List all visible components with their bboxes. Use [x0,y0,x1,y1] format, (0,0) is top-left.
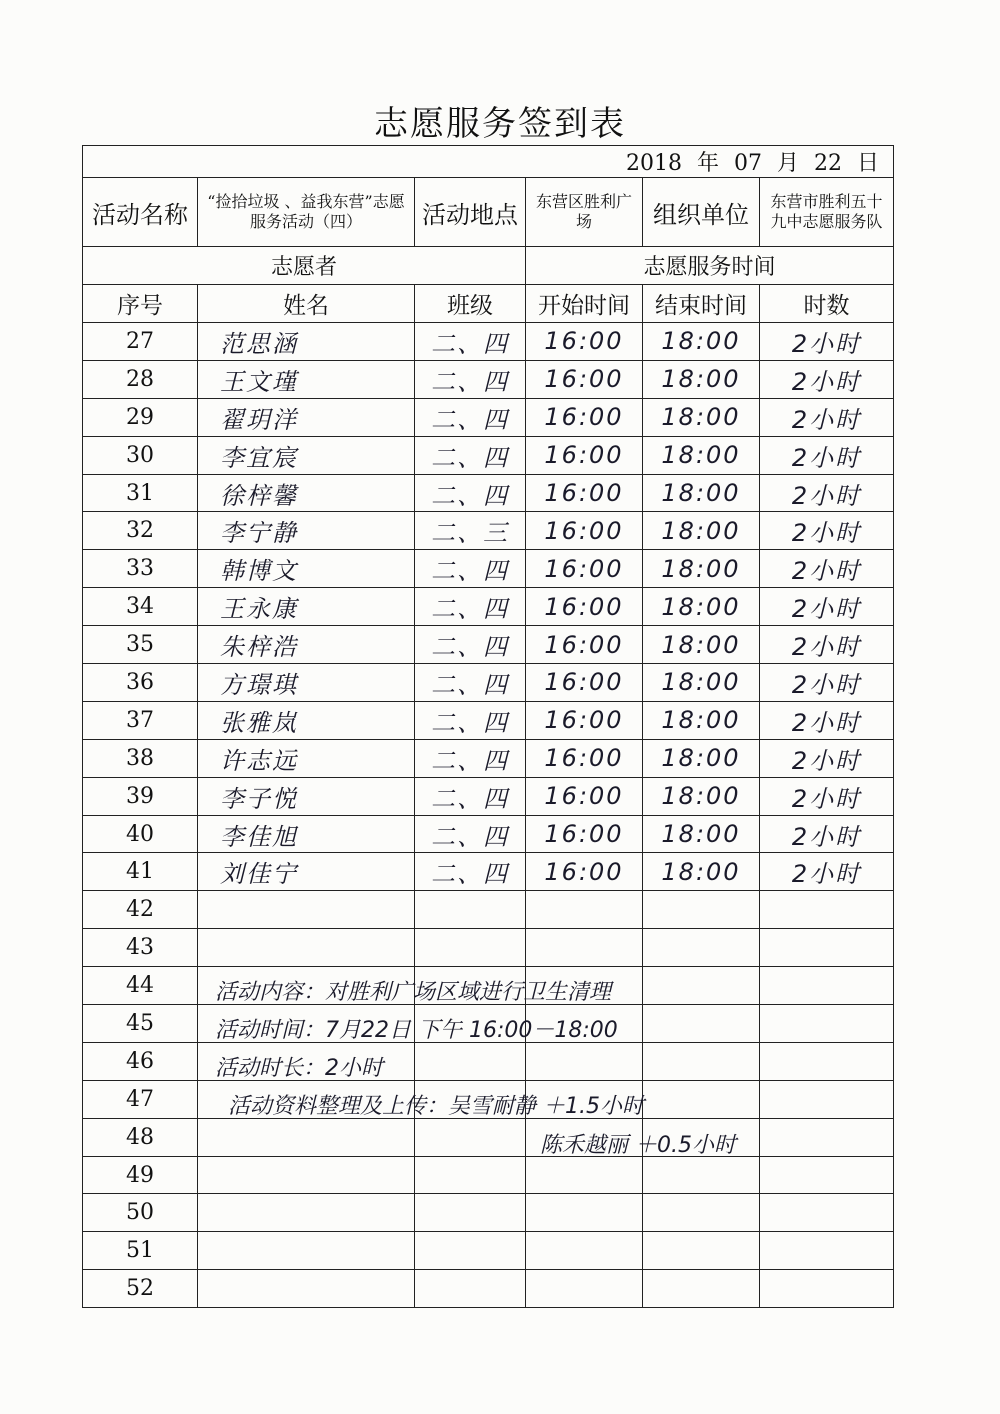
cell-no: 47 [83,1080,198,1118]
table-row [83,360,894,398]
date-month: 07 [734,151,763,176]
cell-start: 16:00 [526,550,643,588]
cell-hours: 2小时 [760,739,894,777]
table-row [83,777,894,815]
cell-hours: 2小时 [760,436,894,474]
cell-name: 范思涵 [198,323,415,361]
cell-class: 二、四 [415,360,526,398]
table-row [83,1194,894,1232]
cell-class [415,891,526,929]
cell-start: 16:00 [526,664,643,702]
cell-end [643,929,760,967]
cell-end: 18:00 [643,550,760,588]
service-time-section-header: 志愿服务时间 [526,247,894,285]
cell-name: 许志远 [198,739,415,777]
cell-end: 18:00 [643,436,760,474]
cell-name: 王文瑾 [198,360,415,398]
cell-hours: 2小时 [760,512,894,550]
cell-hours: 2小时 [760,398,894,436]
table-row [83,588,894,626]
cell-end [643,1005,760,1043]
cell-class [415,1118,526,1156]
cell-name: 王永康 [198,588,415,626]
activity-name: “捡拾垃圾 、益我东营”志愿服务活动（四） [198,178,415,247]
column-header-start: 开始时间 [526,285,643,323]
cell-hours [760,1232,894,1270]
cell-class [415,1270,526,1308]
cell-hours [760,929,894,967]
cell-end: 18:00 [643,777,760,815]
table-row [83,929,894,967]
table-row [83,1232,894,1270]
cell-end: 18:00 [643,664,760,702]
cell-class: 二、四 [415,664,526,702]
date-cell [83,146,894,178]
column-header-class: 班级 [415,285,526,323]
cell-name: 翟玥洋 [198,398,415,436]
signin-table [82,145,894,1308]
cell-hours [760,1118,894,1156]
cell-class: 二、四 [415,815,526,853]
cell-class [415,1156,526,1194]
cell-class: 二、四 [415,853,526,891]
table-row [83,664,894,702]
table-row [83,626,894,664]
cell-name [198,1194,415,1232]
cell-no: 52 [83,1270,198,1308]
cell-end: 18:00 [643,853,760,891]
cell-class: 二、四 [415,777,526,815]
cell-hours [760,1194,894,1232]
cell-no: 51 [83,1232,198,1270]
page-title: 志愿服务签到表 [374,104,626,144]
table-row [83,550,894,588]
cell-name: 张雅岚 [198,701,415,739]
cell-class: 二、四 [415,739,526,777]
cell-start: 16:00 [526,588,643,626]
cell-class: 二、四 [415,550,526,588]
cell-no: 30 [83,436,198,474]
cell-start: 16:00 [526,626,643,664]
cell-no: 29 [83,398,198,436]
cell-no: 35 [83,626,198,664]
column-header-name: 姓名 [198,285,415,323]
cell-hours: 2小时 [760,664,894,702]
cell-hours: 2小时 [760,588,894,626]
cell-end [643,1042,760,1080]
cell-name: 李佳旭 [198,815,415,853]
table-row [83,323,894,361]
volunteer-section-header: 志愿者 [83,247,526,285]
column-header-end: 结束时间 [643,285,760,323]
cell-no: 44 [83,967,198,1005]
location: 东营区胜利广场 [526,178,643,247]
date-day-unit: 日 [857,151,880,176]
cell-end: 18:00 [643,512,760,550]
note-activity-time: 活动时间：7月22日 下午 16:00－18:00 [215,1018,618,1043]
cell-name: 朱梓浩 [198,626,415,664]
table-row [83,512,894,550]
note-activity-content: 活动内容：对胜利广场区域进行卫生清理 [215,980,612,1005]
note-materials-2: 陈禾越丽 ＋0.5小时 [540,1133,736,1158]
cell-end: 18:00 [643,815,760,853]
cell-name [198,1156,415,1194]
cell-start: 16:00 [526,777,643,815]
cell-hours [760,1080,894,1118]
cell-start [526,1156,643,1194]
cell-no: 37 [83,701,198,739]
column-header-hours: 时数 [760,285,894,323]
cell-hours [760,967,894,1005]
cell-name: 李子悦 [198,777,415,815]
cell-class [415,1042,526,1080]
cell-hours: 2小时 [760,777,894,815]
cell-no: 31 [83,474,198,512]
table-row [83,436,894,474]
cell-no: 32 [83,512,198,550]
cell-end [643,1232,760,1270]
cell-class: 二、四 [415,323,526,361]
table-row [83,398,894,436]
location-label: 活动地点 [415,178,526,247]
table-row [83,1118,894,1156]
cell-no: 27 [83,323,198,361]
cell-end [643,891,760,929]
date-day: 22 [814,151,843,176]
cell-hours: 2小时 [760,323,894,361]
table-row [83,701,894,739]
date-month-unit: 月 [777,151,800,176]
cell-class [415,1194,526,1232]
cell-start [526,891,643,929]
table-row [83,474,894,512]
cell-start: 16:00 [526,360,643,398]
column-header-no: 序号 [83,285,198,323]
cell-name: 李宁静 [198,512,415,550]
cell-hours: 2小时 [760,474,894,512]
cell-hours: 2小时 [760,853,894,891]
cell-hours: 2小时 [760,815,894,853]
cell-no: 38 [83,739,198,777]
table-row [83,1270,894,1308]
cell-class: 二、三 [415,512,526,550]
cell-end [643,1080,760,1118]
cell-end: 18:00 [643,701,760,739]
cell-end: 18:00 [643,626,760,664]
cell-no: 36 [83,664,198,702]
cell-name [198,891,415,929]
cell-end [643,967,760,1005]
cell-start: 16:00 [526,323,643,361]
cell-start: 16:00 [526,739,643,777]
cell-start [526,1042,643,1080]
note-materials: 活动资料整理及上传：吴雪耐静 ＋1.5小时 [228,1094,644,1119]
cell-hours: 2小时 [760,701,894,739]
cell-start: 16:00 [526,815,643,853]
cell-start: 16:00 [526,398,643,436]
cell-class [415,929,526,967]
cell-start [526,1194,643,1232]
cell-no: 42 [83,891,198,929]
cell-start: 16:00 [526,853,643,891]
cell-hours: 2小时 [760,626,894,664]
activity-name-label: 活动名称 [83,178,198,247]
date-year: 2018 [626,151,682,176]
table-row [83,1042,894,1080]
cell-hours [760,891,894,929]
cell-start: 16:00 [526,474,643,512]
cell-hours [760,1005,894,1043]
table-row [83,739,894,777]
cell-class: 二、四 [415,474,526,512]
cell-end: 18:00 [643,588,760,626]
cell-hours [760,1270,894,1308]
cell-name: 刘佳宁 [198,853,415,891]
cell-hours [760,1156,894,1194]
date-year-unit: 年 [697,151,720,176]
cell-no: 45 [83,1005,198,1043]
cell-class: 二、四 [415,701,526,739]
table-row [83,815,894,853]
cell-no: 34 [83,588,198,626]
organizer-label: 组织单位 [643,178,760,247]
note-activity-duration: 活动时长：2小时 [215,1056,383,1081]
cell-name: 方璟琪 [198,664,415,702]
cell-start [526,929,643,967]
cell-end: 18:00 [643,474,760,512]
cell-no: 50 [83,1194,198,1232]
cell-start: 16:00 [526,701,643,739]
cell-end [643,1270,760,1308]
cell-name [198,1232,415,1270]
cell-end: 18:00 [643,739,760,777]
cell-name [198,1270,415,1308]
cell-class: 二、四 [415,436,526,474]
cell-start: 16:00 [526,436,643,474]
organizer: 东营市胜利五十九中志愿服务队 [760,178,894,247]
cell-hours: 2小时 [760,360,894,398]
table-row [83,853,894,891]
cell-end [643,1156,760,1194]
cell-class: 二、四 [415,626,526,664]
table-row [83,1156,894,1194]
cell-start [526,1232,643,1270]
cell-class: 二、四 [415,398,526,436]
cell-end: 18:00 [643,360,760,398]
cell-no: 41 [83,853,198,891]
cell-no: 43 [83,929,198,967]
cell-name: 李宜宸 [198,436,415,474]
table-row [83,891,894,929]
cell-no: 33 [83,550,198,588]
cell-hours [760,1042,894,1080]
cell-class [415,1232,526,1270]
cell-name: 韩博文 [198,550,415,588]
cell-no: 46 [83,1042,198,1080]
cell-name [198,929,415,967]
cell-start: 16:00 [526,512,643,550]
cell-class: 二、四 [415,588,526,626]
cell-name [198,1118,415,1156]
cell-hours: 2小时 [760,550,894,588]
cell-end: 18:00 [643,323,760,361]
cell-no: 40 [83,815,198,853]
cell-no: 48 [83,1118,198,1156]
cell-end: 18:00 [643,398,760,436]
cell-start [526,1270,643,1308]
cell-end [643,1194,760,1232]
cell-name: 徐梓馨 [198,474,415,512]
cell-no: 49 [83,1156,198,1194]
cell-no: 28 [83,360,198,398]
cell-no: 39 [83,777,198,815]
